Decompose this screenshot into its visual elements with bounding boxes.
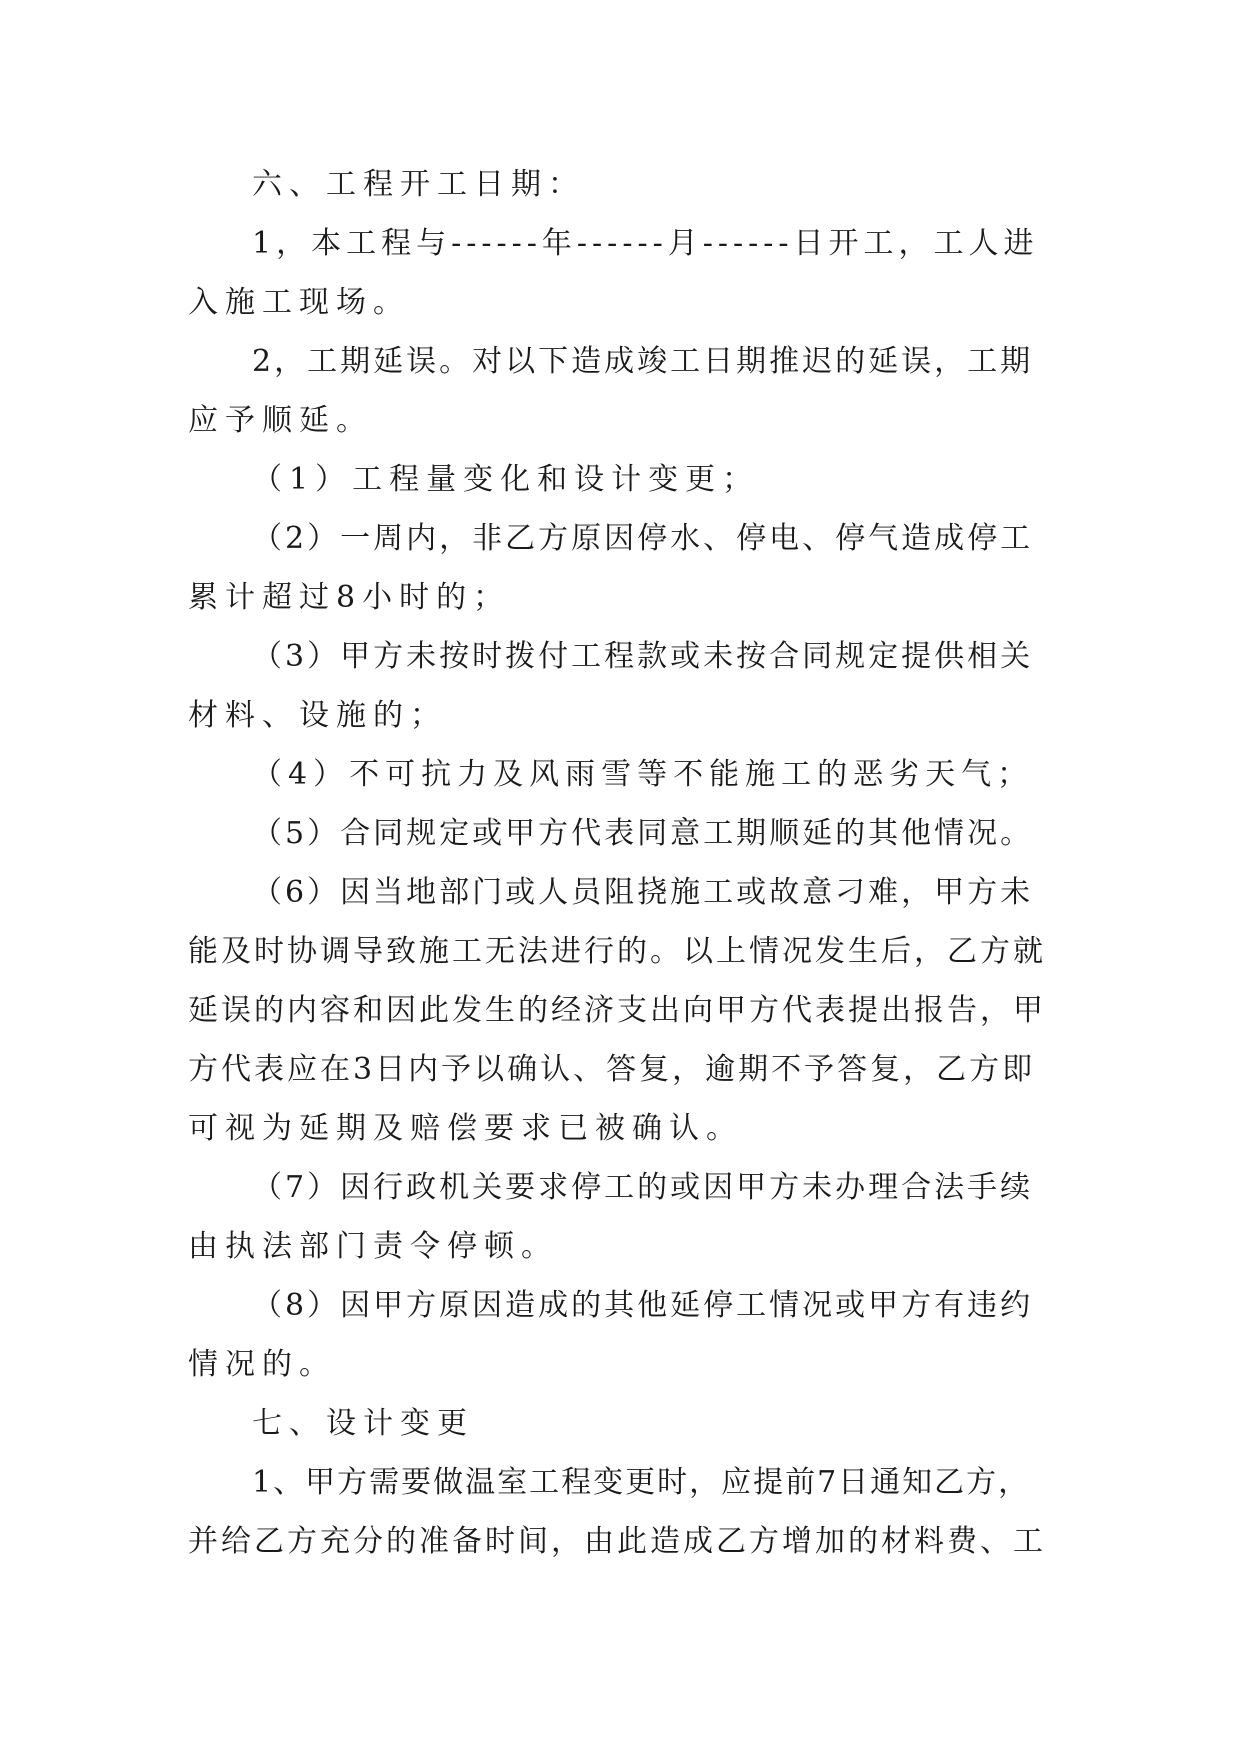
item-6-line-3: 延误的内容和因此发生的经济支出向甲方代表提出报告，甲	[188, 993, 1046, 1028]
item-3-line-1: （3）甲方未按时拨付工程款或未按合同规定提供相关	[252, 639, 1034, 674]
design-clause-1-line-1: 1、甲方需要做温室工程变更时，应提前7日通知乙方，	[252, 1465, 1031, 1500]
item-6-line-2: 能及时协调导致施工无法进行的。以上情况发生后，乙方就	[188, 934, 1046, 969]
section-heading-start-date: 六、工程开工日期：	[252, 167, 585, 202]
item-6-line-4: 方代表应在3日内予以确认、答复，逾期不予答复，乙方即	[188, 1052, 1036, 1087]
item-1: （1）工程量变化和设计变更；	[252, 462, 760, 497]
item-8-line-1: （8）因甲方原因造成的其他延停工情况或甲方有违约	[252, 1288, 1034, 1323]
item-2-line-2: 累计超过8小时的；	[188, 580, 511, 615]
design-clause-1-line-2: 并给乙方充分的准备时间，由此造成乙方增加的材料费、工	[188, 1524, 1046, 1559]
document-body	[188, 155, 1048, 1571]
item-7-line-1: （7）因行政机关要求停工的或因甲方未办理合法手续	[252, 1170, 1034, 1205]
clause-1-line-2: 入施工现场。	[188, 285, 410, 320]
item-4: （4）不可抗力及风雨雪等不能施工的恶劣天气；	[252, 757, 1034, 792]
clause-2-line-2: 应予顺延。	[188, 403, 373, 438]
item-3-line-2: 材料、设施的；	[188, 698, 447, 733]
item-8-line-2: 情况的。	[188, 1347, 336, 1382]
item-6-line-5: 可视为延期及赔偿要求已被确认。	[188, 1111, 743, 1146]
clause-2-line-1: 2，工期延误。对以下造成竣工日期推迟的延误，工期	[252, 344, 1034, 379]
item-2-line-1: （2）一周内，非乙方原因停水、停电、停气造成停工	[252, 521, 1034, 556]
item-5: （5）合同规定或甲方代表同意工期顺延的其他情况。	[252, 816, 1034, 851]
item-7-line-2: 由执法部门责令停顿。	[188, 1229, 558, 1264]
section-heading-design-change: 七、设计变更	[252, 1406, 474, 1441]
clause-1-line-1: 1，本工程与------年------月------日开工，工人进	[252, 226, 1039, 261]
item-6-line-1: （6）因当地部门或人员阻挠施工或故意刁难，甲方未	[252, 875, 1034, 910]
